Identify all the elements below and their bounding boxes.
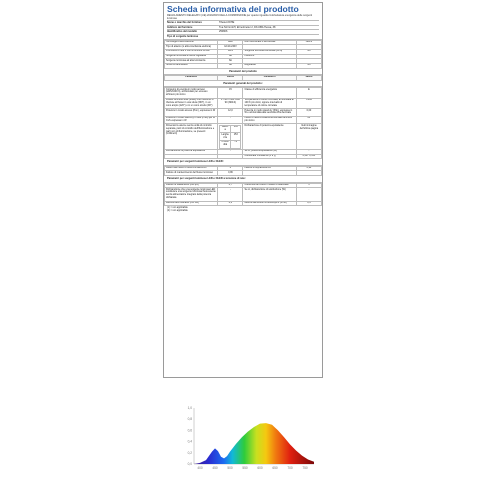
parameter-name: Non direzionale o direzionale: [243, 40, 296, 45]
dimensions-cell: [218, 124, 243, 150]
parameter-name: A fornitore di rete o non a fornitore di rete: [165, 49, 218, 54]
parameter-name: Fattore di sfasamento (cos φ1): [165, 183, 218, 188]
dimensions-table: [219, 125, 241, 149]
table-row: [165, 171, 322, 176]
parameter-value: 0,7: [218, 183, 243, 188]
sheet-subtitle: REGOLAMENTO DELEGATO (UE) 2019/2015 DELLA COMMISSIONE per quanto riguarda l'etichettatura energetica delle sorgenti luminose: [167, 14, 312, 21]
parameter-name: Sorgente luminosa a colore regolabile: [165, 54, 218, 59]
parameter-name: Potenza in modo acceso (Pon), espressa in W: [165, 109, 218, 117]
table-row: [165, 124, 322, 150]
parameter-name: Flusso luminoso utile (Φuse) che indica se si riferisce al flusso in una sfera (360°), in un cono ampio (120°) o in un cono stretto (90°): [165, 98, 218, 109]
info-row: Nome o marchio del fornitore Tibelec/JOHE: [167, 20, 319, 25]
info-row: Identificativo del modello 250806: [167, 29, 319, 34]
parameter-name: Schermo antiriflesso: [165, 64, 218, 69]
table-row: [165, 109, 322, 117]
column-header: Valore: [218, 76, 243, 81]
parameter-value: 0,90: [296, 166, 321, 171]
led-parameters-table: [164, 166, 322, 176]
table-row: [165, 201, 322, 206]
dimension-row: [220, 133, 241, 141]
parameter-name: Tecnologia d'illuminazione: [165, 40, 218, 45]
parameter-value: No: [218, 54, 243, 59]
parameter-value: 3: [296, 183, 321, 188]
table-row: [165, 116, 322, 124]
parameter-value: LED: [218, 40, 243, 45]
parameter-value: [296, 171, 321, 176]
parameter-value: No: [218, 64, 243, 69]
parameter-value: -: [218, 188, 243, 201]
info-row: Tipo di sorgente luminosa: [167, 34, 319, 39]
dimension-label: Altezza: [220, 125, 231, 133]
parameter-name: Dichiarazione di potenza equivalente: [243, 124, 296, 150]
parameter-value: 3.000: [296, 98, 321, 109]
parameter-name: Sorgente luminosa connessa (CLS): [243, 49, 296, 54]
parameter-value: -: [296, 149, 321, 154]
parameter-value: 0,00: [296, 109, 321, 117]
parameter-name: Fattore di mantenimento del flusso luminoso: [165, 171, 218, 176]
parameter-name: Metrica dell'effetto stroboscopico (SVM): [243, 201, 296, 206]
parameter-value: No: [218, 59, 243, 64]
parameter-value: -: [218, 116, 243, 124]
parameter-value: -: [296, 188, 321, 201]
y-tick-label: 0,4: [187, 439, 192, 444]
info-row: Indirizzo del fornitore Tua Tell GmbH, Ehrenbreiter 2, DK-NBA Hessa, 38: [167, 25, 319, 30]
parameter-name: Dichiarazione che una sorgente luminosa LED sostituisce una sorgente luminosa fluorescente senza alimentatore integrato della potenza dichiarata: [165, 188, 218, 201]
parameter-name: Dimensioni esterne senza unità di controllo separata, parti di controllo dell'illuminazione e parti non di illuminazione, se presenti (millimetri): [165, 124, 218, 150]
y-tick-label: 0,6: [187, 428, 192, 433]
parameter-value: NDLS: [296, 40, 321, 45]
parameter-name: [165, 154, 218, 159]
parameter-value: 0,347 0,351: [296, 154, 321, 159]
x-tick-label: 500: [227, 466, 233, 470]
parameter-name: [243, 171, 296, 176]
parameter-name: Fattore di sopravvivenza: [243, 166, 296, 171]
parameter-value: 0,4: [296, 201, 321, 206]
footnote: (1) = non applicabile: [167, 207, 188, 210]
parameter-name: Se sì, dichiarazione di sostituzione (W): [243, 188, 296, 201]
y-tick-label: 1,0: [187, 406, 192, 410]
dimension-value: 153: [230, 125, 241, 133]
table-row: [165, 88, 322, 99]
column-header: Parametro: [165, 76, 218, 81]
sheet-title: Scheda informativa del prodotto: [167, 4, 299, 14]
footnotes: [164, 206, 322, 214]
spectrum-area: [194, 423, 314, 464]
x-tick-label: 550: [242, 466, 248, 470]
table-row: [165, 98, 322, 109]
light-source-type-table: [164, 40, 322, 69]
section-general-parameters: Parametri generali del prodotto:: [164, 81, 322, 87]
parameter-name: Classe di efficienza energetica: [243, 88, 296, 99]
footnote: (2) = non applicabile: [167, 210, 188, 213]
section-product-parameters: Parametri del prodotto: [164, 69, 322, 75]
parameter-name: Sorgente luminosa ad alta luminanza: [165, 59, 218, 64]
product-information-sheet: [163, 2, 323, 378]
parameter-name: Potenza in modo stand-by in rete (Pnet) per le CLS espressa in W: [165, 116, 218, 124]
table-row: [165, 188, 322, 201]
parameter-name: Involucro: [243, 54, 296, 59]
dimension-row: [220, 125, 241, 133]
dimension-label: Larghezza: [221, 132, 229, 139]
parameter-name: Regolabile: [243, 64, 296, 69]
parameter-name: Potenza in modo stand-by (Psb), espressa in W e arrotondata alla seconda cifra decimale: [243, 109, 296, 117]
parameter-value: 81: [296, 116, 321, 124]
column-header: Parametro: [243, 76, 296, 81]
parameter-value: -: [218, 149, 243, 154]
supplier-info: [164, 20, 322, 39]
dimension-row: [220, 140, 241, 148]
y-tick-label: 0,2: [187, 450, 192, 455]
dimension-label: Profondità: [221, 140, 229, 147]
parameter-value: 12,0: [218, 109, 243, 117]
parameter-name: Dichiarazione di potenza equivalente: [165, 149, 218, 154]
parameter-name: Tipo di attacco (o altra interfaccia elettrica): [165, 45, 218, 50]
parameter-name: Valore dell'indice di resa cromatica R9: [165, 166, 218, 171]
section-led-parameters: Parametri per sorgenti luminose LED e OLED:: [164, 159, 322, 165]
x-tick-label: 450: [212, 466, 218, 470]
general-parameters-table: [164, 87, 322, 159]
parameter-value: [218, 154, 243, 159]
parameter-value: GC10-240V: [218, 45, 243, 50]
parameter-value: 0: [218, 166, 243, 171]
y-tick-label: 0,8: [187, 417, 192, 422]
parameter-value: MLS: [218, 49, 243, 54]
x-tick-label: 650: [272, 466, 278, 470]
column-header: Valore: [296, 76, 321, 81]
x-tick-label: 600: [257, 466, 263, 470]
parameter-value: No: [296, 64, 321, 69]
y-tick-label: 0,0: [187, 462, 192, 466]
parameter-value: 15: [218, 88, 243, 99]
parameter-name: Metrica dello sfarfallio (Pst LM): [165, 201, 218, 206]
parameter-name: Coordinate cromatiche (x e y): [243, 154, 296, 159]
parameter-value: 0,96: [218, 171, 243, 176]
parameter-name: Indice di resa cromatica arrotondato all'intero più vicino: [243, 116, 296, 124]
parameter-name: Consumo di energia in modo acceso (kWh/1000 h), arrotondato per eccesso all'intero più vicino: [165, 88, 218, 99]
table-row: [165, 64, 322, 69]
parameter-value: No: [296, 49, 321, 54]
x-tick-label: 400: [197, 466, 203, 470]
parameter-value: Vedi immagine dell'ultima pagina: [296, 124, 321, 150]
parameter-name: Temperatura di colore correlata, arrotondata ai 100 K più vicini, oppure intervallo di temperature di colore correlate: [243, 98, 296, 109]
x-tick-label: 750: [302, 466, 308, 470]
dimension-value: 153: [230, 133, 241, 141]
parameter-name: Se sì, potenza equivalente (W): [243, 149, 296, 154]
parameter-value: E: [296, 88, 321, 99]
parameter-value: 1.740 in 360 cono 90 (NDLS): [218, 98, 243, 109]
section-mains-parameters: Parametri per sorgenti luminose LED e OLED a tensione di rete:: [164, 176, 322, 182]
dimension-value: 76: [230, 140, 241, 148]
x-tick-label: 700: [287, 466, 293, 470]
parameter-name: Coerenza del colore in ellissi di MacAdam: [243, 183, 296, 188]
parameter-value: 0,2: [218, 201, 243, 206]
mains-parameters-table: [164, 183, 322, 207]
table-row: [165, 154, 322, 159]
spectral-power-chart: [180, 402, 320, 482]
